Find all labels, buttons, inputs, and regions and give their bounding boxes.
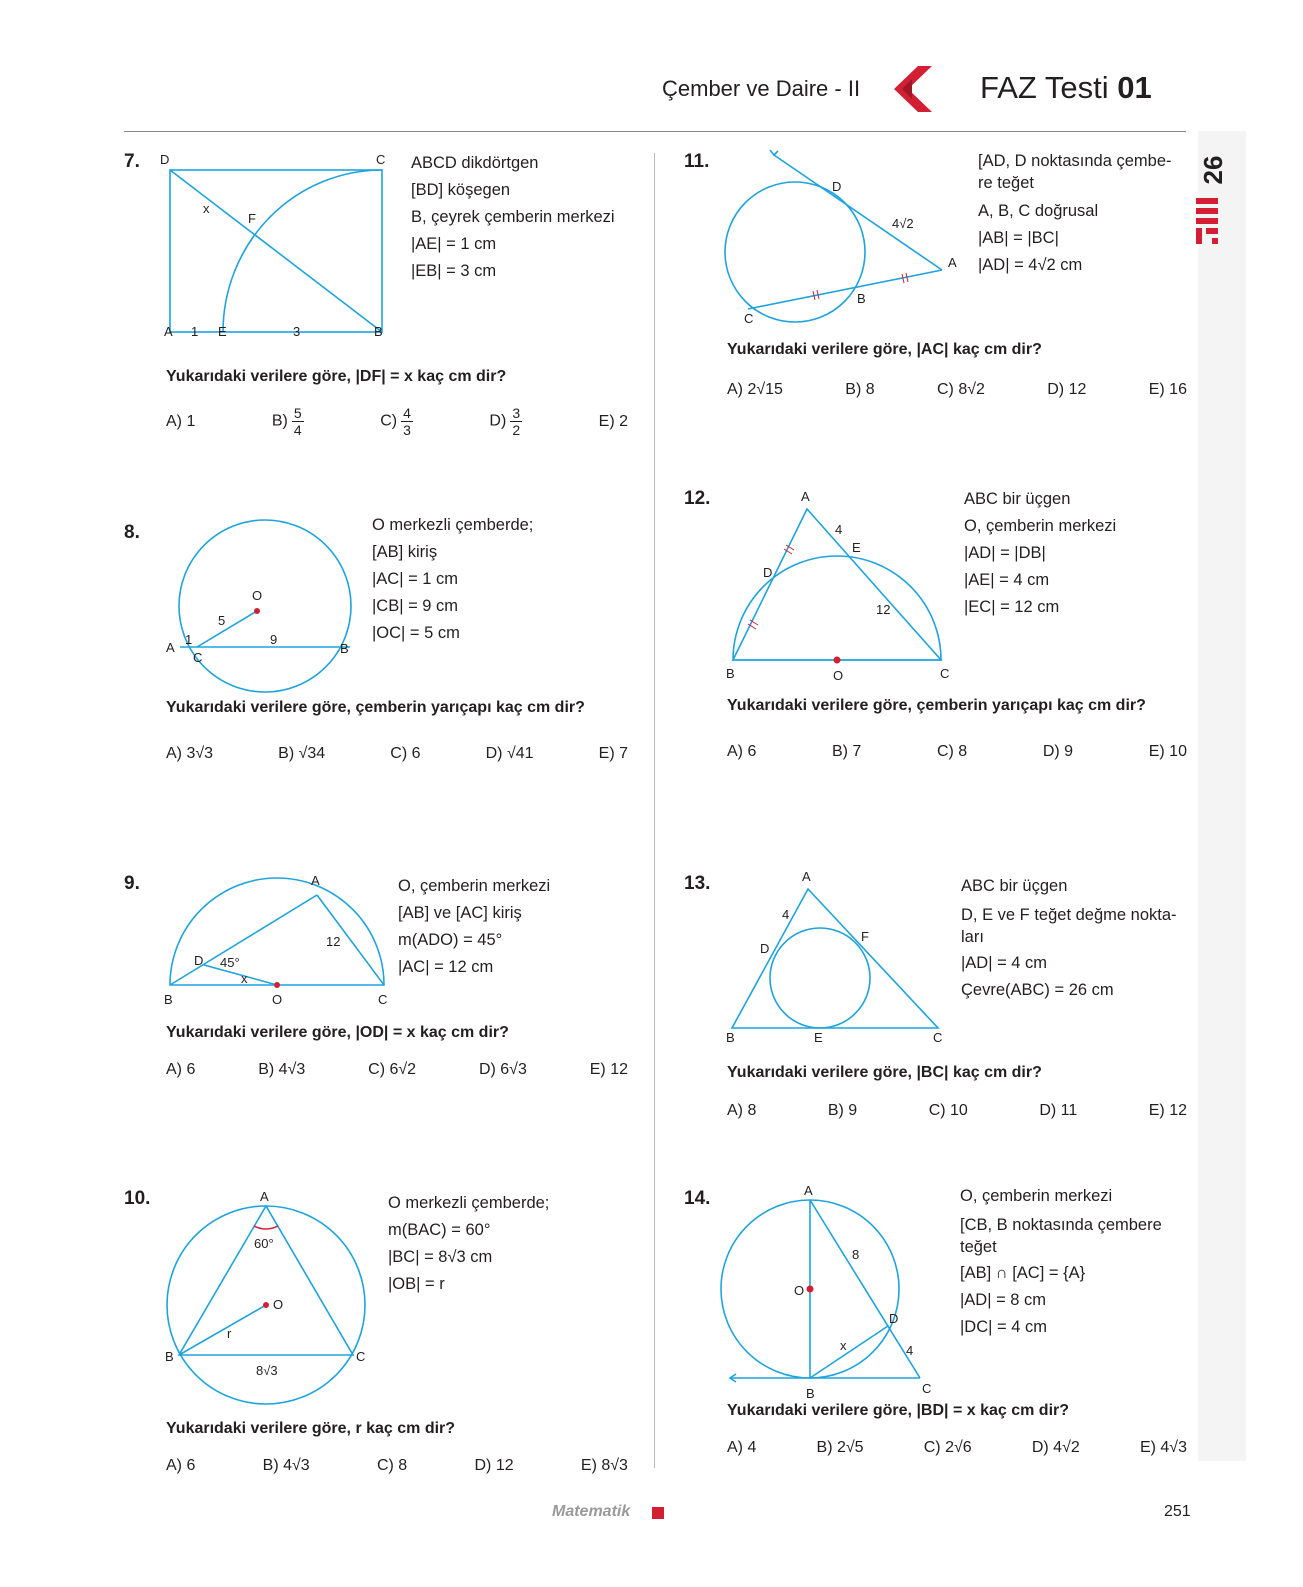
question-text: Yukarıdaki verilere göre, r kaç cm dir?	[166, 1420, 456, 1437]
option-c[interactable]: C) 6	[390, 745, 421, 762]
info-line: re teğet	[978, 174, 1034, 192]
option-b[interactable]: B) 4√3	[258, 1061, 306, 1078]
option-e[interactable]: E) 2	[598, 412, 628, 430]
info-line: |AD| = 4√2 cm	[978, 256, 1083, 274]
question-text: Yukarıdaki verilere göre, |AC| kaç cm dir?	[727, 341, 1042, 358]
faz-test-title	[980, 70, 1152, 106]
info-line: |AD| = 8 cm	[960, 1291, 1047, 1309]
q8-options	[166, 745, 628, 763]
option-e[interactable]: E) 8√3	[580, 1457, 628, 1474]
question-text: Yukarıdaki verilere göre, |OD| = x kaç cm dir?	[166, 1024, 509, 1041]
label-c: C	[922, 1381, 932, 1396]
label-o: O	[273, 1297, 284, 1312]
label-b: B	[165, 1349, 174, 1364]
sidebar-page-tag: 26	[1198, 155, 1228, 185]
label-d: D	[832, 179, 842, 194]
q10-figure	[160, 1190, 380, 1390]
option-b[interactable]: B) 4√3	[262, 1457, 310, 1474]
option-d[interactable]: D) 11	[1039, 1102, 1078, 1119]
option-e[interactable]: E) 16	[1148, 381, 1187, 398]
option-a[interactable]: A) 6	[166, 1061, 196, 1078]
info-line: D, E ve F teğet değme nokta-	[961, 906, 1177, 924]
info-line: [AB] kiriş	[372, 543, 438, 561]
info-line: |OB| = r	[388, 1275, 445, 1293]
fdd-logo-icon	[1196, 198, 1226, 248]
option-d[interactable]: D) $\frac{3}{2}$	[489, 405, 521, 438]
label-a: A	[948, 255, 957, 270]
label-e: E	[218, 324, 227, 339]
label-c: C	[744, 311, 754, 326]
option-d[interactable]: D) 4√2	[1031, 1439, 1080, 1456]
q9-info	[398, 873, 550, 981]
faz-number: 01	[1117, 70, 1152, 105]
option-a[interactable]: A) 3√3	[166, 745, 214, 762]
label-b: B	[340, 641, 349, 656]
question-text: Yukarıdaki verilere göre, |DF| = x kaç cm dir?	[166, 368, 507, 385]
label-o: O	[252, 588, 263, 603]
label-twelve: 12	[326, 934, 341, 949]
label-b: B	[374, 324, 383, 339]
label-a: A	[311, 873, 320, 888]
option-d[interactable]: D) 12	[474, 1457, 514, 1474]
label-nine: 9	[270, 632, 278, 647]
info-line: ları	[961, 928, 984, 946]
q7-info	[411, 150, 615, 285]
label-x: x	[203, 201, 210, 216]
option-e[interactable]: E) 7	[598, 745, 628, 762]
question-text: Yukarıdaki verilere göre, |BD| = x kaç cm dir?	[727, 1402, 1070, 1419]
label-a: A	[801, 489, 810, 504]
q13-options	[727, 1102, 1187, 1120]
q14-options	[727, 1439, 1187, 1457]
label-c: C	[933, 1030, 943, 1045]
option-b[interactable]: B) 9	[827, 1102, 858, 1119]
info-line: |OC| = 5 cm	[372, 624, 460, 642]
label-four: 4	[782, 907, 790, 922]
option-e[interactable]: E) 4√3	[1139, 1439, 1187, 1456]
option-d[interactable]: D) 6√3	[478, 1061, 527, 1078]
label-d: D	[889, 1311, 899, 1326]
option-b[interactable]: B) 7	[831, 743, 862, 760]
option-e[interactable]: E) 10	[1148, 743, 1187, 760]
option-a[interactable]: A) 6	[727, 743, 757, 760]
q9-options	[166, 1061, 628, 1079]
label-b: B	[164, 992, 173, 1007]
label-e: E	[814, 1030, 823, 1045]
question-number: 14.	[684, 1188, 711, 1209]
option-e[interactable]: E) 12	[589, 1061, 628, 1078]
option-b[interactable]: B) √34	[278, 745, 326, 762]
label-a: A	[802, 869, 811, 884]
label-c: C	[378, 992, 388, 1007]
info-line: [AB] ∩ [AC] = {A}	[960, 1264, 1086, 1282]
question-number: 9.	[124, 873, 140, 894]
label-b: B	[726, 1030, 735, 1045]
info-line: O, çemberin merkezi	[964, 517, 1117, 535]
info-line: Çevre(ABC) = 26 cm	[961, 981, 1114, 999]
q13-info	[961, 873, 1177, 1004]
label-angle: 45°	[220, 955, 240, 970]
q13-figure	[720, 869, 960, 1045]
footer-marker	[652, 1507, 664, 1519]
question-text: Yukarıdaki verilere göre, çemberin yarıçapı kaç cm dir?	[166, 699, 585, 716]
option-c[interactable]: C) 10	[928, 1102, 968, 1119]
option-c[interactable]: C) $\frac{4}{3}$	[380, 405, 411, 438]
q10-info	[388, 1190, 549, 1298]
info-line: teğet	[960, 1238, 997, 1256]
option-e[interactable]: E) 12	[1148, 1102, 1187, 1119]
question-number: 13.	[684, 873, 711, 894]
info-line: |AD| = 4 cm	[961, 954, 1048, 972]
info-line: B, çeyrek çemberin merkezi	[411, 208, 615, 226]
option-a[interactable]: A) 4	[727, 1439, 757, 1456]
q10-options	[166, 1457, 628, 1475]
label-o: O	[794, 1283, 805, 1298]
label-a: A	[164, 324, 173, 339]
q9-figure	[160, 870, 390, 1010]
info-line: |AC| = 12 cm	[398, 958, 494, 976]
option-a[interactable]: A) 2√15	[727, 381, 783, 398]
question-number: 7.	[124, 151, 140, 172]
question-text: Yukarıdaki verilere göre, |BC| kaç cm dir?	[727, 1064, 1042, 1081]
label-f: F	[861, 929, 869, 944]
label-four: 4	[835, 522, 843, 537]
label-angle: 60°	[254, 1236, 274, 1251]
sidebar-strip	[1198, 131, 1246, 1461]
page-number: 251	[1164, 1503, 1191, 1520]
info-line: O merkezli çemberde;	[388, 1194, 550, 1212]
option-b[interactable]: B) 8	[845, 381, 875, 398]
info-line: [BD] köşegen	[411, 181, 511, 199]
label-r: r	[227, 1326, 232, 1341]
q11-figure	[720, 150, 960, 330]
info-line: ABC bir üçgen	[961, 877, 1068, 895]
q12-info	[964, 486, 1116, 621]
label-one: 1	[191, 324, 199, 339]
info-line: |CB| = 9 cm	[372, 597, 459, 615]
option-d[interactable]: D) √41	[485, 745, 534, 762]
question-number: 8.	[124, 522, 140, 543]
q11-info	[978, 150, 1172, 279]
label-b: B	[857, 291, 866, 306]
info-line: |AE| = 1 cm	[411, 235, 497, 253]
q8-figure	[160, 520, 360, 700]
label-d: D	[194, 953, 204, 968]
label-o: O	[272, 992, 283, 1007]
label-x: x	[840, 1338, 847, 1353]
footer-subject: Matematik	[552, 1503, 631, 1520]
label-twelve: 12	[876, 602, 891, 617]
info-line: O, çemberin merkezi	[960, 1187, 1113, 1205]
info-line: m(ADO) = 45°	[398, 931, 503, 949]
label-three: 3	[293, 324, 301, 339]
question-text: Yukarıdaki verilere göre, çemberin yarıçapı kaç cm dir?	[727, 697, 1146, 714]
question-number: 10.	[124, 1188, 151, 1209]
option-a[interactable]: A) 1	[166, 412, 196, 430]
label-f: F	[248, 211, 256, 226]
info-line: m(BAC) = 60°	[388, 1221, 491, 1239]
faz-label: FAZ Testi	[980, 70, 1109, 105]
q11-options	[727, 381, 1187, 399]
info-line: A, B, C doğrusal	[978, 202, 1099, 220]
info-line: |DC| = 4 cm	[960, 1318, 1047, 1336]
label-eight: 8	[852, 1247, 860, 1262]
label-b: B	[806, 1386, 815, 1401]
option-c[interactable]: C) 8	[376, 1457, 408, 1474]
label-o: O	[833, 668, 844, 683]
label-d: D	[763, 565, 773, 580]
q7-figure	[160, 150, 400, 350]
info-line: [CB, B noktasında çembere	[960, 1216, 1162, 1234]
label-a: A	[804, 1183, 813, 1198]
column-divider	[654, 153, 655, 1468]
q14-figure	[720, 1183, 960, 1401]
label-c: C	[376, 152, 386, 167]
question-number: 12.	[684, 488, 711, 509]
option-c[interactable]: C) 8	[936, 743, 968, 760]
info-line: |EB| = 3 cm	[411, 262, 497, 280]
info-line: [AB] ve [AC] kiriş	[398, 904, 522, 922]
option-d[interactable]: D) 9	[1042, 743, 1074, 760]
option-b[interactable]: B) $\frac{5}{4}$	[271, 405, 302, 438]
label-four: 4	[906, 1343, 914, 1358]
info-line: O, çemberin merkezi	[398, 877, 551, 895]
q8-info	[372, 512, 533, 647]
q7-options	[166, 405, 628, 438]
option-d[interactable]: D) 12	[1047, 381, 1087, 398]
q14-info	[960, 1183, 1162, 1341]
info-line: ABCD dikdörtgen	[411, 154, 539, 172]
option-c[interactable]: C) 6√2	[368, 1061, 417, 1078]
option-c[interactable]: C) 8√2	[936, 381, 985, 398]
label-x: x	[241, 971, 248, 986]
info-line: |AE| = 4 cm	[964, 571, 1050, 589]
option-c[interactable]: C) 2√6	[923, 1439, 972, 1456]
q12-figure	[720, 490, 960, 690]
label-d: D	[160, 152, 170, 167]
chapter-title: Çember ve Daire - II	[662, 76, 861, 101]
info-line: |AB| = |BC|	[978, 229, 1059, 247]
label-a: A	[260, 1189, 269, 1204]
info-line: [AD, D noktasında çembe-	[978, 152, 1172, 170]
info-line: |AD| = |DB|	[964, 544, 1046, 562]
label-five: 5	[218, 613, 226, 628]
option-a[interactable]: A) 8	[727, 1102, 757, 1119]
info-line: O merkezli çemberde;	[372, 516, 534, 534]
info-line: ABC bir üçgen	[964, 490, 1071, 508]
info-line: |EC| = 12 cm	[964, 598, 1060, 616]
label-c: C	[356, 1349, 366, 1364]
label-c: C	[193, 650, 203, 665]
label-ad: 4√2	[892, 216, 914, 231]
label-e: E	[852, 540, 861, 555]
option-b[interactable]: B) 2√5	[816, 1439, 864, 1456]
label-bc: 8√3	[256, 1363, 278, 1378]
label-c: C	[940, 666, 950, 681]
label-a: A	[166, 640, 175, 655]
info-line: |BC| = 8√3 cm	[388, 1248, 493, 1266]
question-number: 11.	[684, 151, 710, 172]
chevron-logo-icon	[888, 66, 934, 112]
info-line: |AC| = 1 cm	[372, 570, 459, 588]
header-rule	[124, 131, 1186, 132]
option-a[interactable]: A) 6	[166, 1457, 196, 1474]
label-b: B	[726, 666, 735, 681]
label-one: 1	[185, 632, 193, 647]
q12-options	[727, 743, 1187, 761]
label-d: D	[760, 941, 770, 956]
